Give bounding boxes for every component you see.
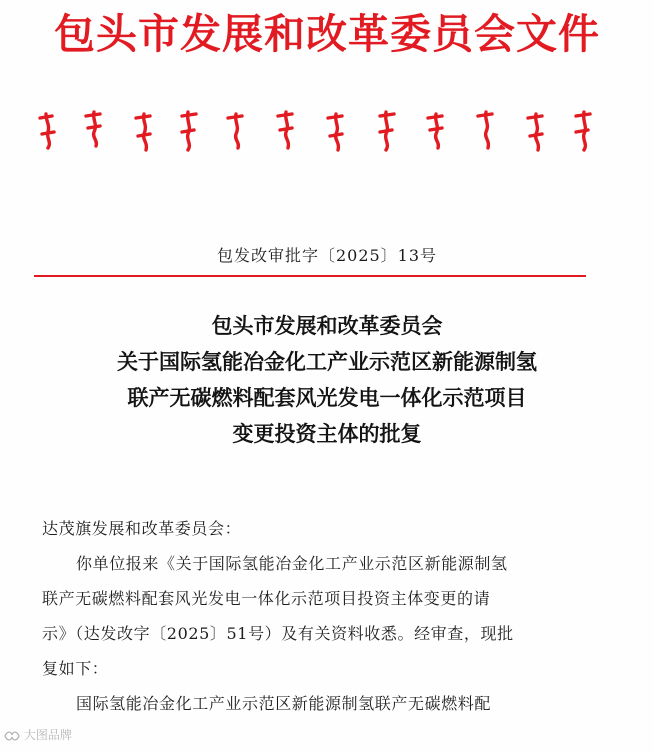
mongolian-word-11 bbox=[528, 114, 542, 150]
title-line: 变更投资主体的批复 bbox=[232, 422, 422, 446]
paragraph-line: 你单位报来《关于国际氢能冶金化工产业示范区新能源制氢 bbox=[76, 554, 508, 573]
mongolian-word-6 bbox=[278, 112, 292, 148]
paragraph-line: 国际氢能冶金化工产业示范区新能源制氢联产无碳燃料配 bbox=[76, 694, 492, 713]
document-number: 包发改审批字〔2025〕13号 bbox=[216, 246, 438, 265]
watermark-logo-icon bbox=[4, 729, 20, 743]
mongolian-word-10 bbox=[478, 112, 492, 148]
mongolian-word-8 bbox=[380, 112, 394, 150]
title-line: 包头市发展和改革委员会 bbox=[211, 314, 443, 338]
title-line: 关于国际氢能冶金化工产业示范区新能源制氢 bbox=[117, 350, 537, 374]
mongolian-word-5 bbox=[228, 114, 242, 148]
mongolian-word-4 bbox=[182, 112, 196, 150]
title-line: 联产无碳燃料配套风光发电一体化示范项目 bbox=[127, 386, 527, 410]
watermark-text: 大图品牌 bbox=[23, 728, 72, 742]
mongolian-script-graphic bbox=[36, 104, 596, 154]
red-divider-line bbox=[34, 275, 586, 277]
mongolian-word-1 bbox=[40, 114, 54, 148]
mongolian-word-7 bbox=[328, 114, 342, 150]
mongolian-word-9 bbox=[428, 114, 442, 148]
document-header-title: 包头市发展和改革委员会文件 bbox=[54, 10, 600, 58]
mongolian-script-header bbox=[36, 104, 596, 154]
paragraph-line: 复如下： bbox=[42, 659, 109, 678]
document-title bbox=[0, 308, 654, 452]
paragraph-line: 联产无碳燃料配套风光发电一体化示范项目投资主体变更的请 bbox=[42, 589, 491, 608]
paragraph-line: 示》（达发改字〔2025〕51号）及有关资料收悉。经审查，现批 bbox=[42, 624, 514, 643]
salutation: 达茂旗发展和改革委员会： bbox=[42, 519, 242, 538]
mongolian-word-12 bbox=[576, 112, 590, 150]
mongolian-word-2 bbox=[86, 112, 100, 146]
document-body bbox=[42, 511, 602, 721]
watermark bbox=[4, 726, 72, 743]
mongolian-word-3 bbox=[136, 114, 150, 150]
